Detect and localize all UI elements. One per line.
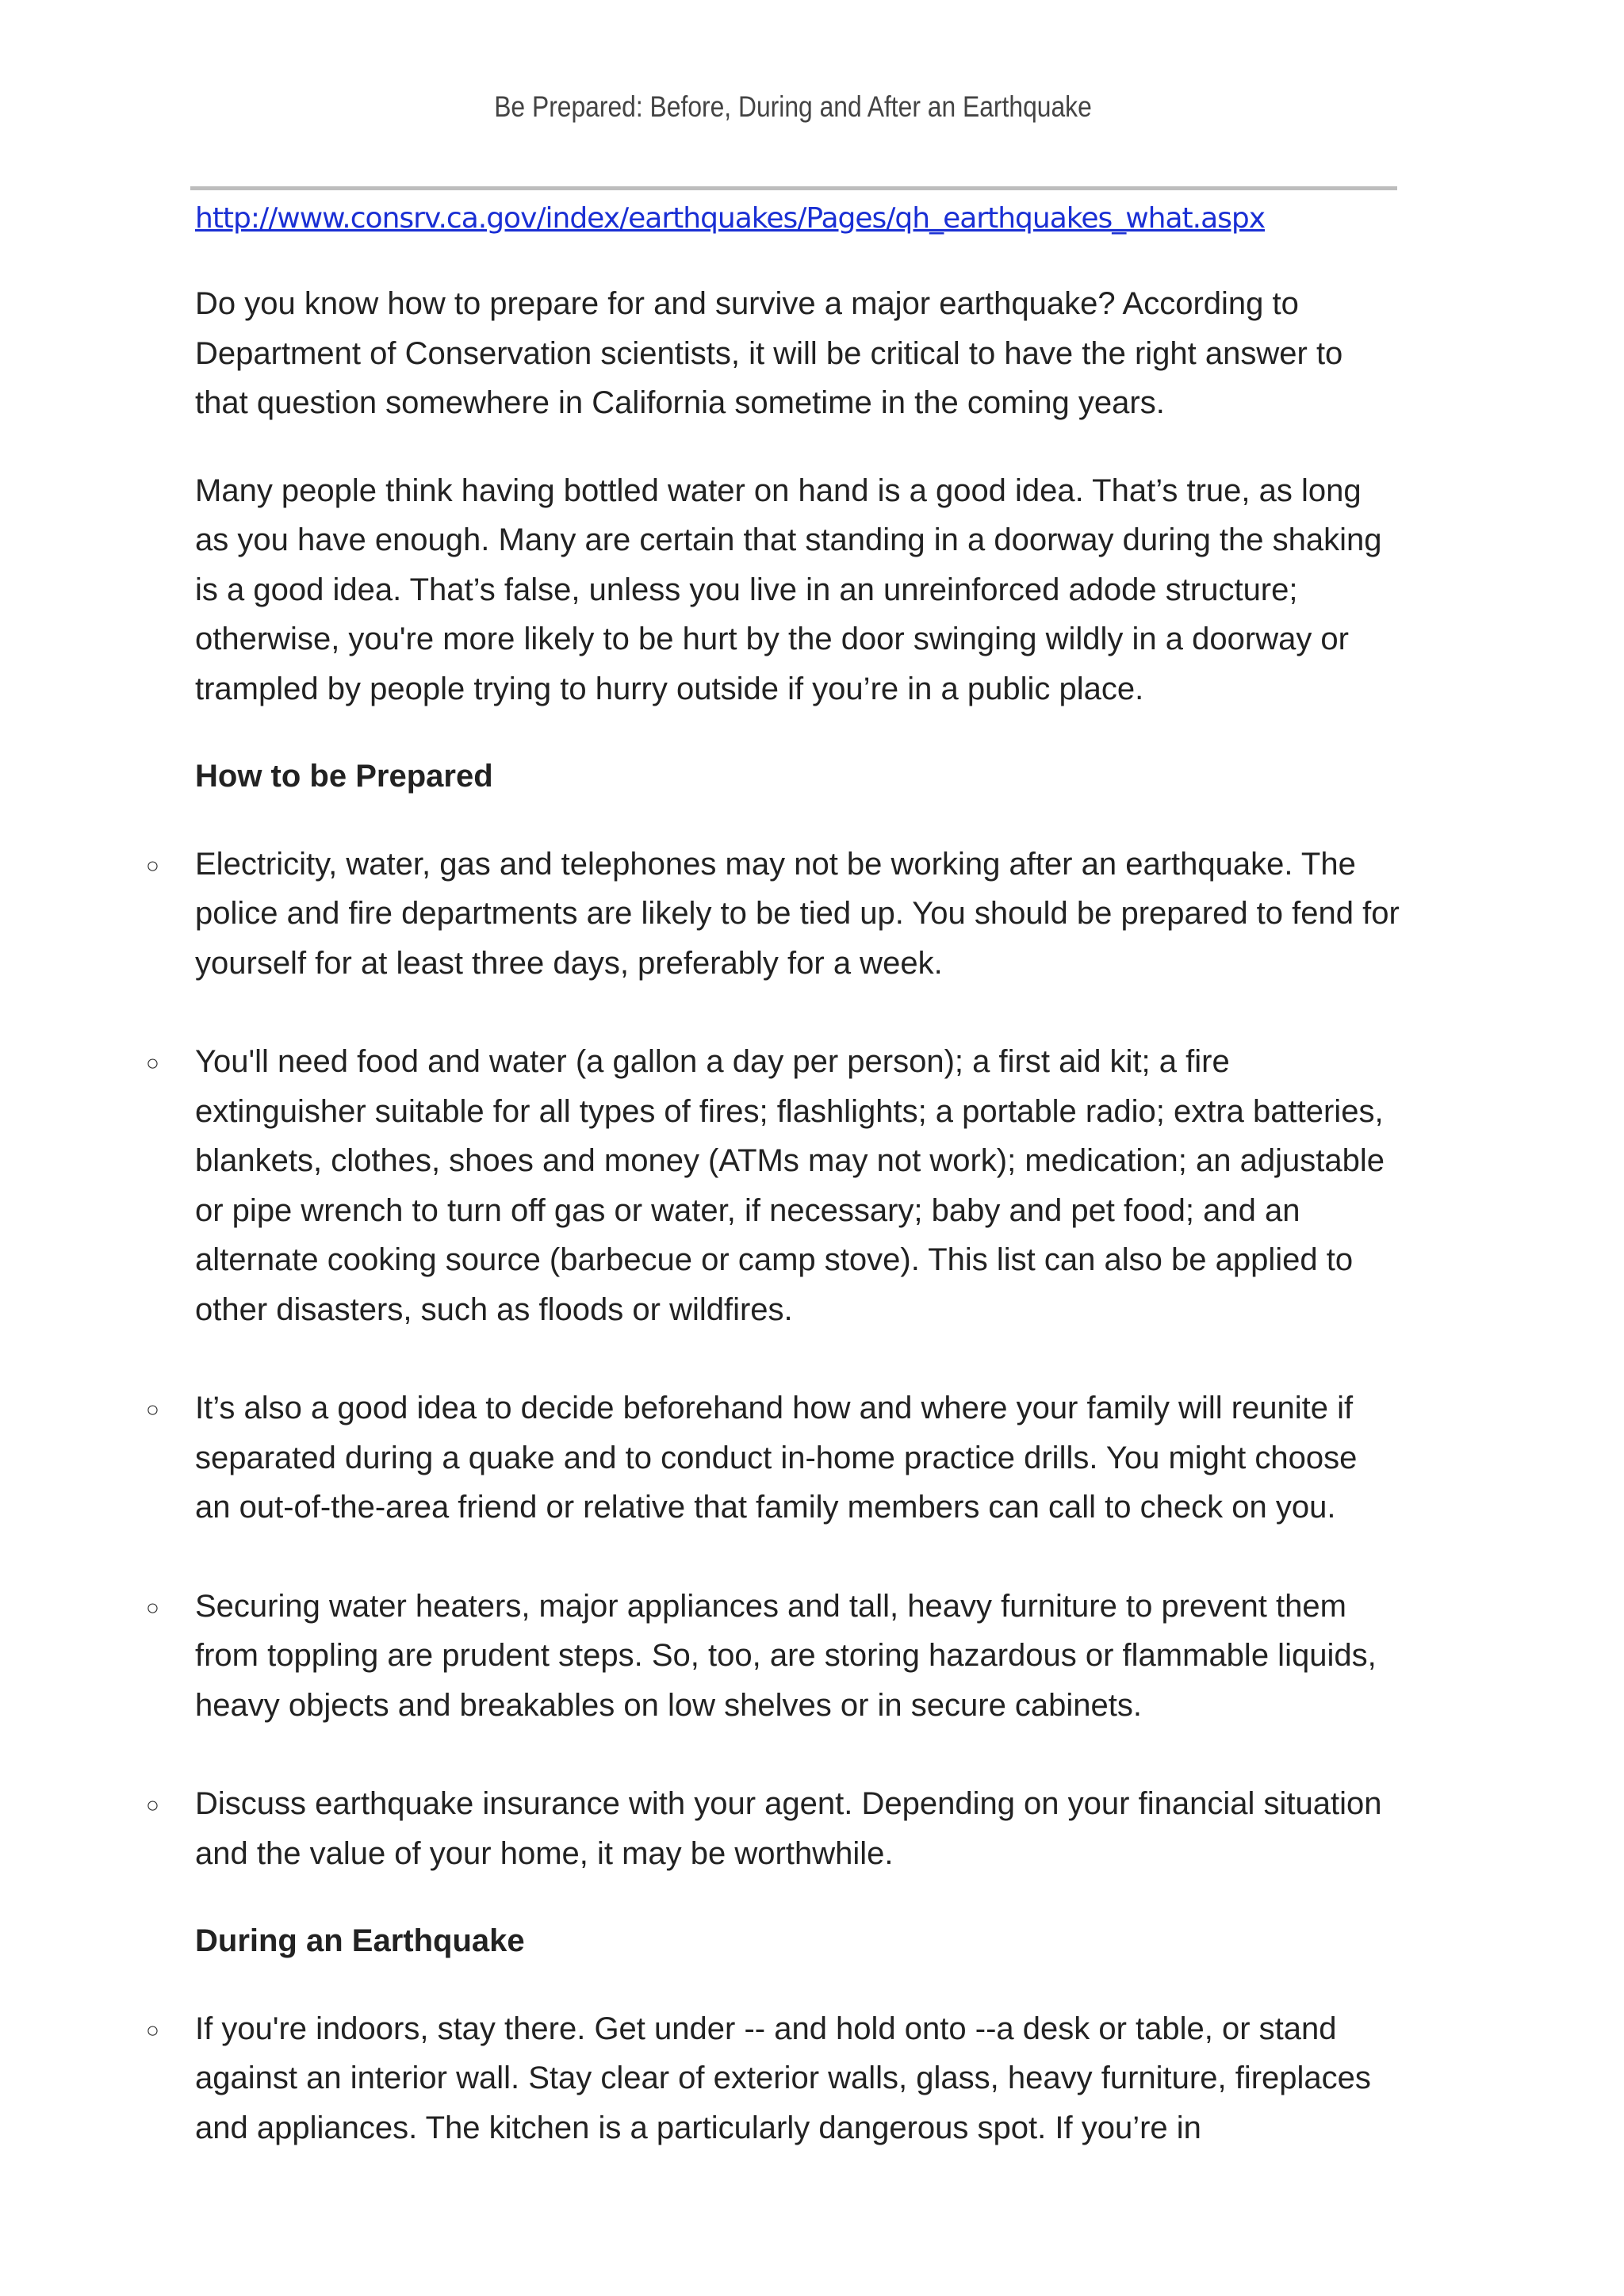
list-item [146,1779,1400,1878]
list-item-text: Electricity, water, gas and telephones may not be working after an earthquake. The police and fire departments are likely to be tied up. You should be prepared to fend for yourself for at least three days, preferably for a week. [195,846,1400,981]
list-item [146,1582,1400,1731]
list-item-text: Discuss earthquake insurance with your agent. Depending on your financial situation and the value of your home, it may be worthwhile. [195,1786,1382,1871]
bullet-circle-icon: ○ [146,2017,159,2042]
bullet-circle-icon: ○ [146,852,159,878]
list-item [146,1383,1400,1533]
bullet-circle-icon: ○ [146,1050,159,1075]
list-item [146,2004,1400,2153]
page-header-title: Be Prepared: Before, During and After an Earthquake [494,90,1092,123]
intro-paragraph-1: Do you know how to prepare for and survive a major earthquake? According to Department of Conservation scientists, it will be critical to have the right answer to that question somewhere in California sometime in the coming years. [195,286,1343,420]
list-item [146,1037,1400,1334]
list-item [146,840,1400,989]
list-item-text: It’s also a good idea to decide beforehand how and where your family will reunite if separated during a quake and to conduct in-home practice drills. You might choose an out-of-the-area friend or relative that family members can call to check on you. [195,1391,1358,1525]
bullet-circle-icon: ○ [146,1594,159,1620]
bullet-circle-icon: ○ [146,1397,159,1422]
source-url-link[interactable]: http://www.consrv.ca.gov/index/earthquakes/Pages/qh_earthquakes_what.aspx [195,202,1266,235]
document-body [146,197,1400,2202]
section-heading-during: During an Earthquake [195,1923,525,1958]
list-item-text: You'll need food and water (a gallon a day per person); a first aid kit; a fire extinguisher suitable for all types of fires; flashlights; a portable radio; extra batteries, blankets, clothes, shoes and money (ATMs may not work); medication; an adjustable or pipe wrench to turn off gas or water, if necessary; baby and pet food; and an alternate cooking source (barbecue or camp stove). This list can also be applied to other disasters, such as floods or wildfires. [195,1044,1385,1327]
list-item-text: Securing water heaters, major appliances and tall, heavy furniture to prevent them from toppling are prudent steps. So, too, are storing hazardous or flammable liquids, heavy objects and breakables on low shelves or in secure cabinets. [195,1588,1377,1723]
header-divider [190,186,1397,190]
prepared-bullet-list [146,840,1400,1879]
intro-paragraph-2: Many people think having bottled water on hand is a good idea. That’s true, as long as you have enough. Many are certain that standing in a doorway during the shaking is a good idea. That’s false, unless you live in an unreinforced adode structure; otherwise, you're more likely to be hurt by the door swinging wildly in a doorway or trampled by people trying to hurry outside if you’re in a public place. [195,473,1382,706]
list-item-text: If you're indoors, stay there. Get under -- and hold onto --a desk or table, or stand against an interior wall. Stay clear of exterior walls, glass, heavy furniture, fireplaces and appliances. The kitchen is a particularly dangerous spot. If you’re in [195,2011,1371,2145]
section-heading-prepared: How to be Prepared [195,759,493,794]
during-bullet-list [146,2004,1400,2153]
bullet-circle-icon: ○ [146,1793,159,1817]
